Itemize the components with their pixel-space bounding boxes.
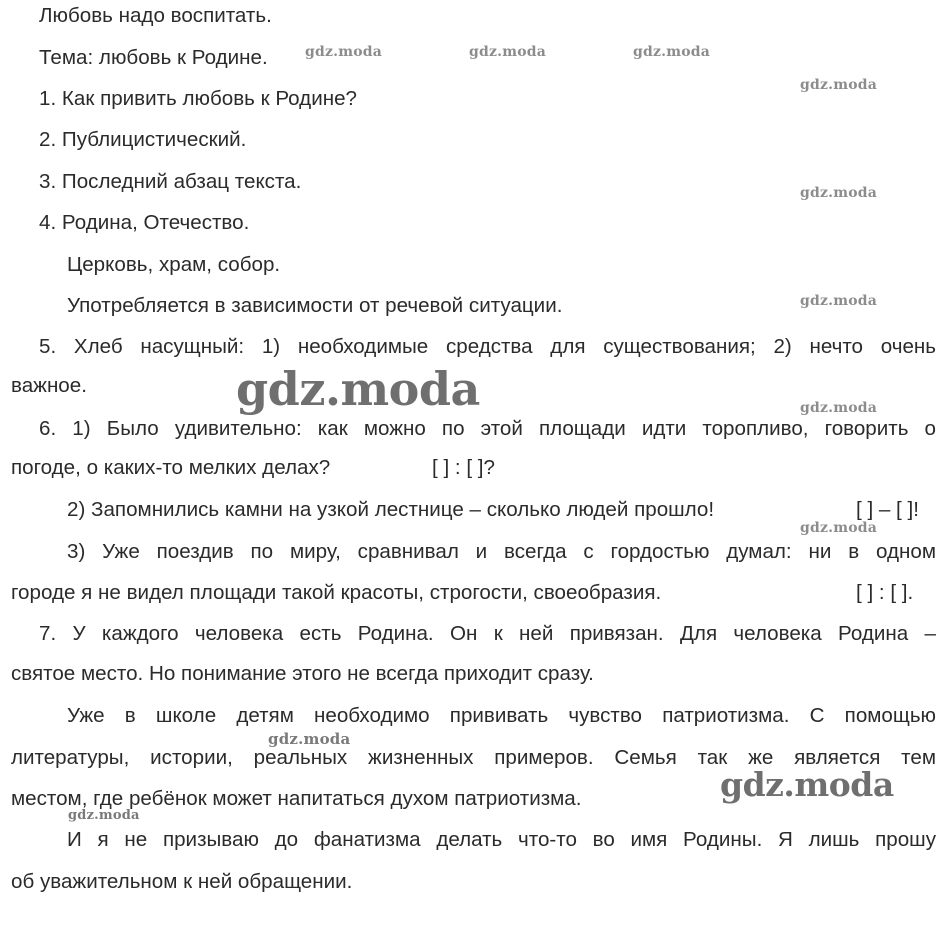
watermark: gdz.moda <box>800 520 878 536</box>
scheme-label: [ ] – [ ]! <box>856 498 919 521</box>
text-line: Уже в школе детям необходимо прививать чувство патриотизма. С помощью <box>67 704 936 727</box>
scheme-label: [ ] : [ ]. <box>856 581 914 604</box>
scheme-label: [ ] : [ ]? <box>432 456 495 479</box>
text-line: погоде, о каких-то мелких делах? <box>11 456 331 479</box>
watermark-large: gdz.moda <box>720 765 894 804</box>
watermark: gdz.moda <box>305 44 383 60</box>
text-line: И я не призываю до фанатизма делать что-то во имя Родины. Я лишь прошу <box>67 828 936 851</box>
watermark: gdz.moda <box>800 185 878 201</box>
watermark-large: gdz.moda <box>236 362 480 416</box>
watermark: gdz.moda <box>800 400 878 416</box>
text-line: Тема: любовь к Родине. <box>39 46 268 69</box>
text-line: 2) Запомнились камни на узкой лестнице – сколько людей прошло! <box>67 498 715 521</box>
text-line: об уважительном к ней обращении. <box>11 870 353 893</box>
watermark: gdz.moda <box>633 44 711 60</box>
text-line: важное. <box>11 374 87 397</box>
text-line: Церковь, храм, собор. <box>67 253 281 276</box>
watermark: gdz.moda <box>800 293 878 309</box>
text-line: святое место. Но понимание этого не всегда приходит сразу. <box>11 662 594 685</box>
watermark: gdz.moda <box>800 77 878 93</box>
text-line: 5. Хлеб насущный: 1) необходимые средства для существования; 2) нечто очень <box>39 335 936 358</box>
text-line: местом, где ребёнок может напитаться духом патриотизма. <box>11 787 582 810</box>
text-line: городе я не видел площади такой красоты, строгости, своеобразия. <box>11 581 662 604</box>
text-line: литературы, истории, реальных жизненных примеров. Семья так же является тем <box>11 746 936 769</box>
text-line: 7. У каждого человека есть Родина. Он к ней привязан. Для человека Родина – <box>39 622 936 645</box>
text-line: 4. Родина, Отечество. <box>39 211 250 234</box>
watermark: gdz.moda <box>68 808 140 823</box>
watermark: gdz.moda <box>268 730 351 748</box>
text-line: 6. 1) Было удивительно: как можно по этой площади идти торопливо, говорить о <box>39 417 936 440</box>
watermark: gdz.moda <box>469 44 547 60</box>
text-line: Употребляется в зависимости от речевой ситуации. <box>67 294 563 317</box>
text-line: 3. Последний абзац текста. <box>39 170 302 193</box>
text-line: 2. Публицистический. <box>39 128 247 151</box>
text-line: 1. Как привить любовь к Родине? <box>39 87 357 110</box>
text-line: 3) Уже поездив по миру, сравнивал и всегда с гордостью думал: ни в одном <box>67 540 936 563</box>
text-line: Любовь надо воспитать. <box>39 4 272 27</box>
